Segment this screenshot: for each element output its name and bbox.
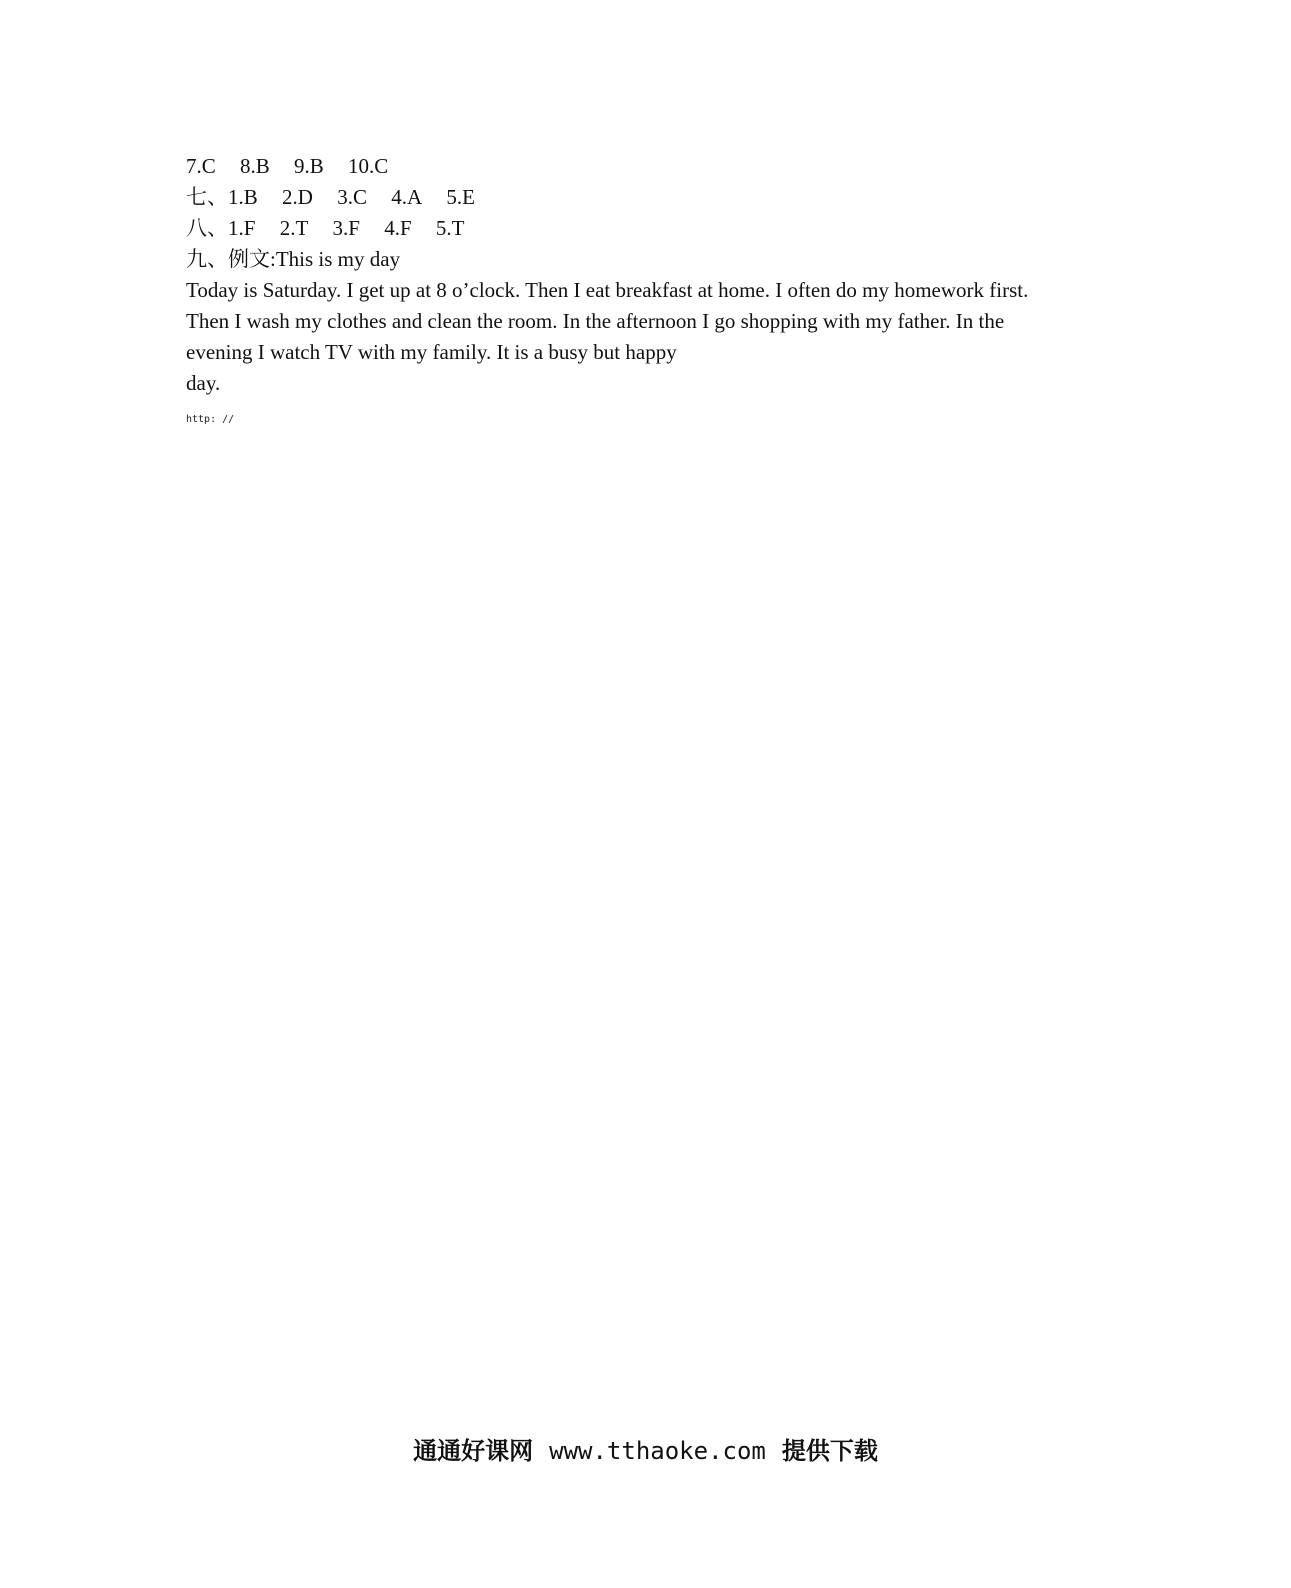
essay-last-line: day.: [186, 371, 221, 395]
section-marker: 七、: [186, 185, 228, 209]
section-marker: 八、: [186, 216, 228, 240]
essay-body: Today is Saturday. I get up at 8 o’clock. Then I eat breakfast at home. I often do my homework first. Then I wash my clothes and clean the room. In the afternoon I go shopping with my father. In the evening I watch TV with my family. It is a busy but happy: [186, 278, 1029, 364]
answer-item: 10.C: [348, 154, 389, 178]
footer-watermark: [0, 1434, 1291, 1469]
footer-suffix: 提供下载: [781, 1437, 878, 1465]
answer-item: 8.B: [240, 154, 270, 178]
footer-url: www.tthaoke.com: [549, 1437, 766, 1465]
section-marker: 九、: [186, 247, 228, 271]
answer-item: 3.F: [332, 216, 360, 240]
answer-item: 5.E: [446, 185, 475, 209]
answer-key: [186, 151, 1086, 427]
url-note: http: //: [186, 414, 235, 425]
sample-essay: [186, 275, 1066, 399]
answer-item: 9.B: [294, 154, 324, 178]
answer-row-1: [186, 151, 1086, 182]
answer-item: 5.T: [435, 216, 465, 240]
footer-site-name: 通通好课网: [413, 1437, 534, 1465]
answer-row-section-9: [186, 244, 1086, 275]
answer-item: 4.A: [391, 185, 423, 209]
answer-item: 4.F: [384, 216, 412, 240]
answer-item: 1.F: [228, 216, 256, 240]
answer-item: 2.T: [279, 216, 309, 240]
answer-row-section-7: [186, 182, 1086, 213]
answer-item: 3.C: [337, 185, 367, 209]
answer-item: 1.B: [228, 185, 258, 209]
answer-item: 7.C: [186, 154, 216, 178]
answer-item: 2.D: [282, 185, 313, 209]
essay-heading: 例文:This is my day: [228, 247, 401, 271]
answer-row-section-8: [186, 213, 1086, 244]
